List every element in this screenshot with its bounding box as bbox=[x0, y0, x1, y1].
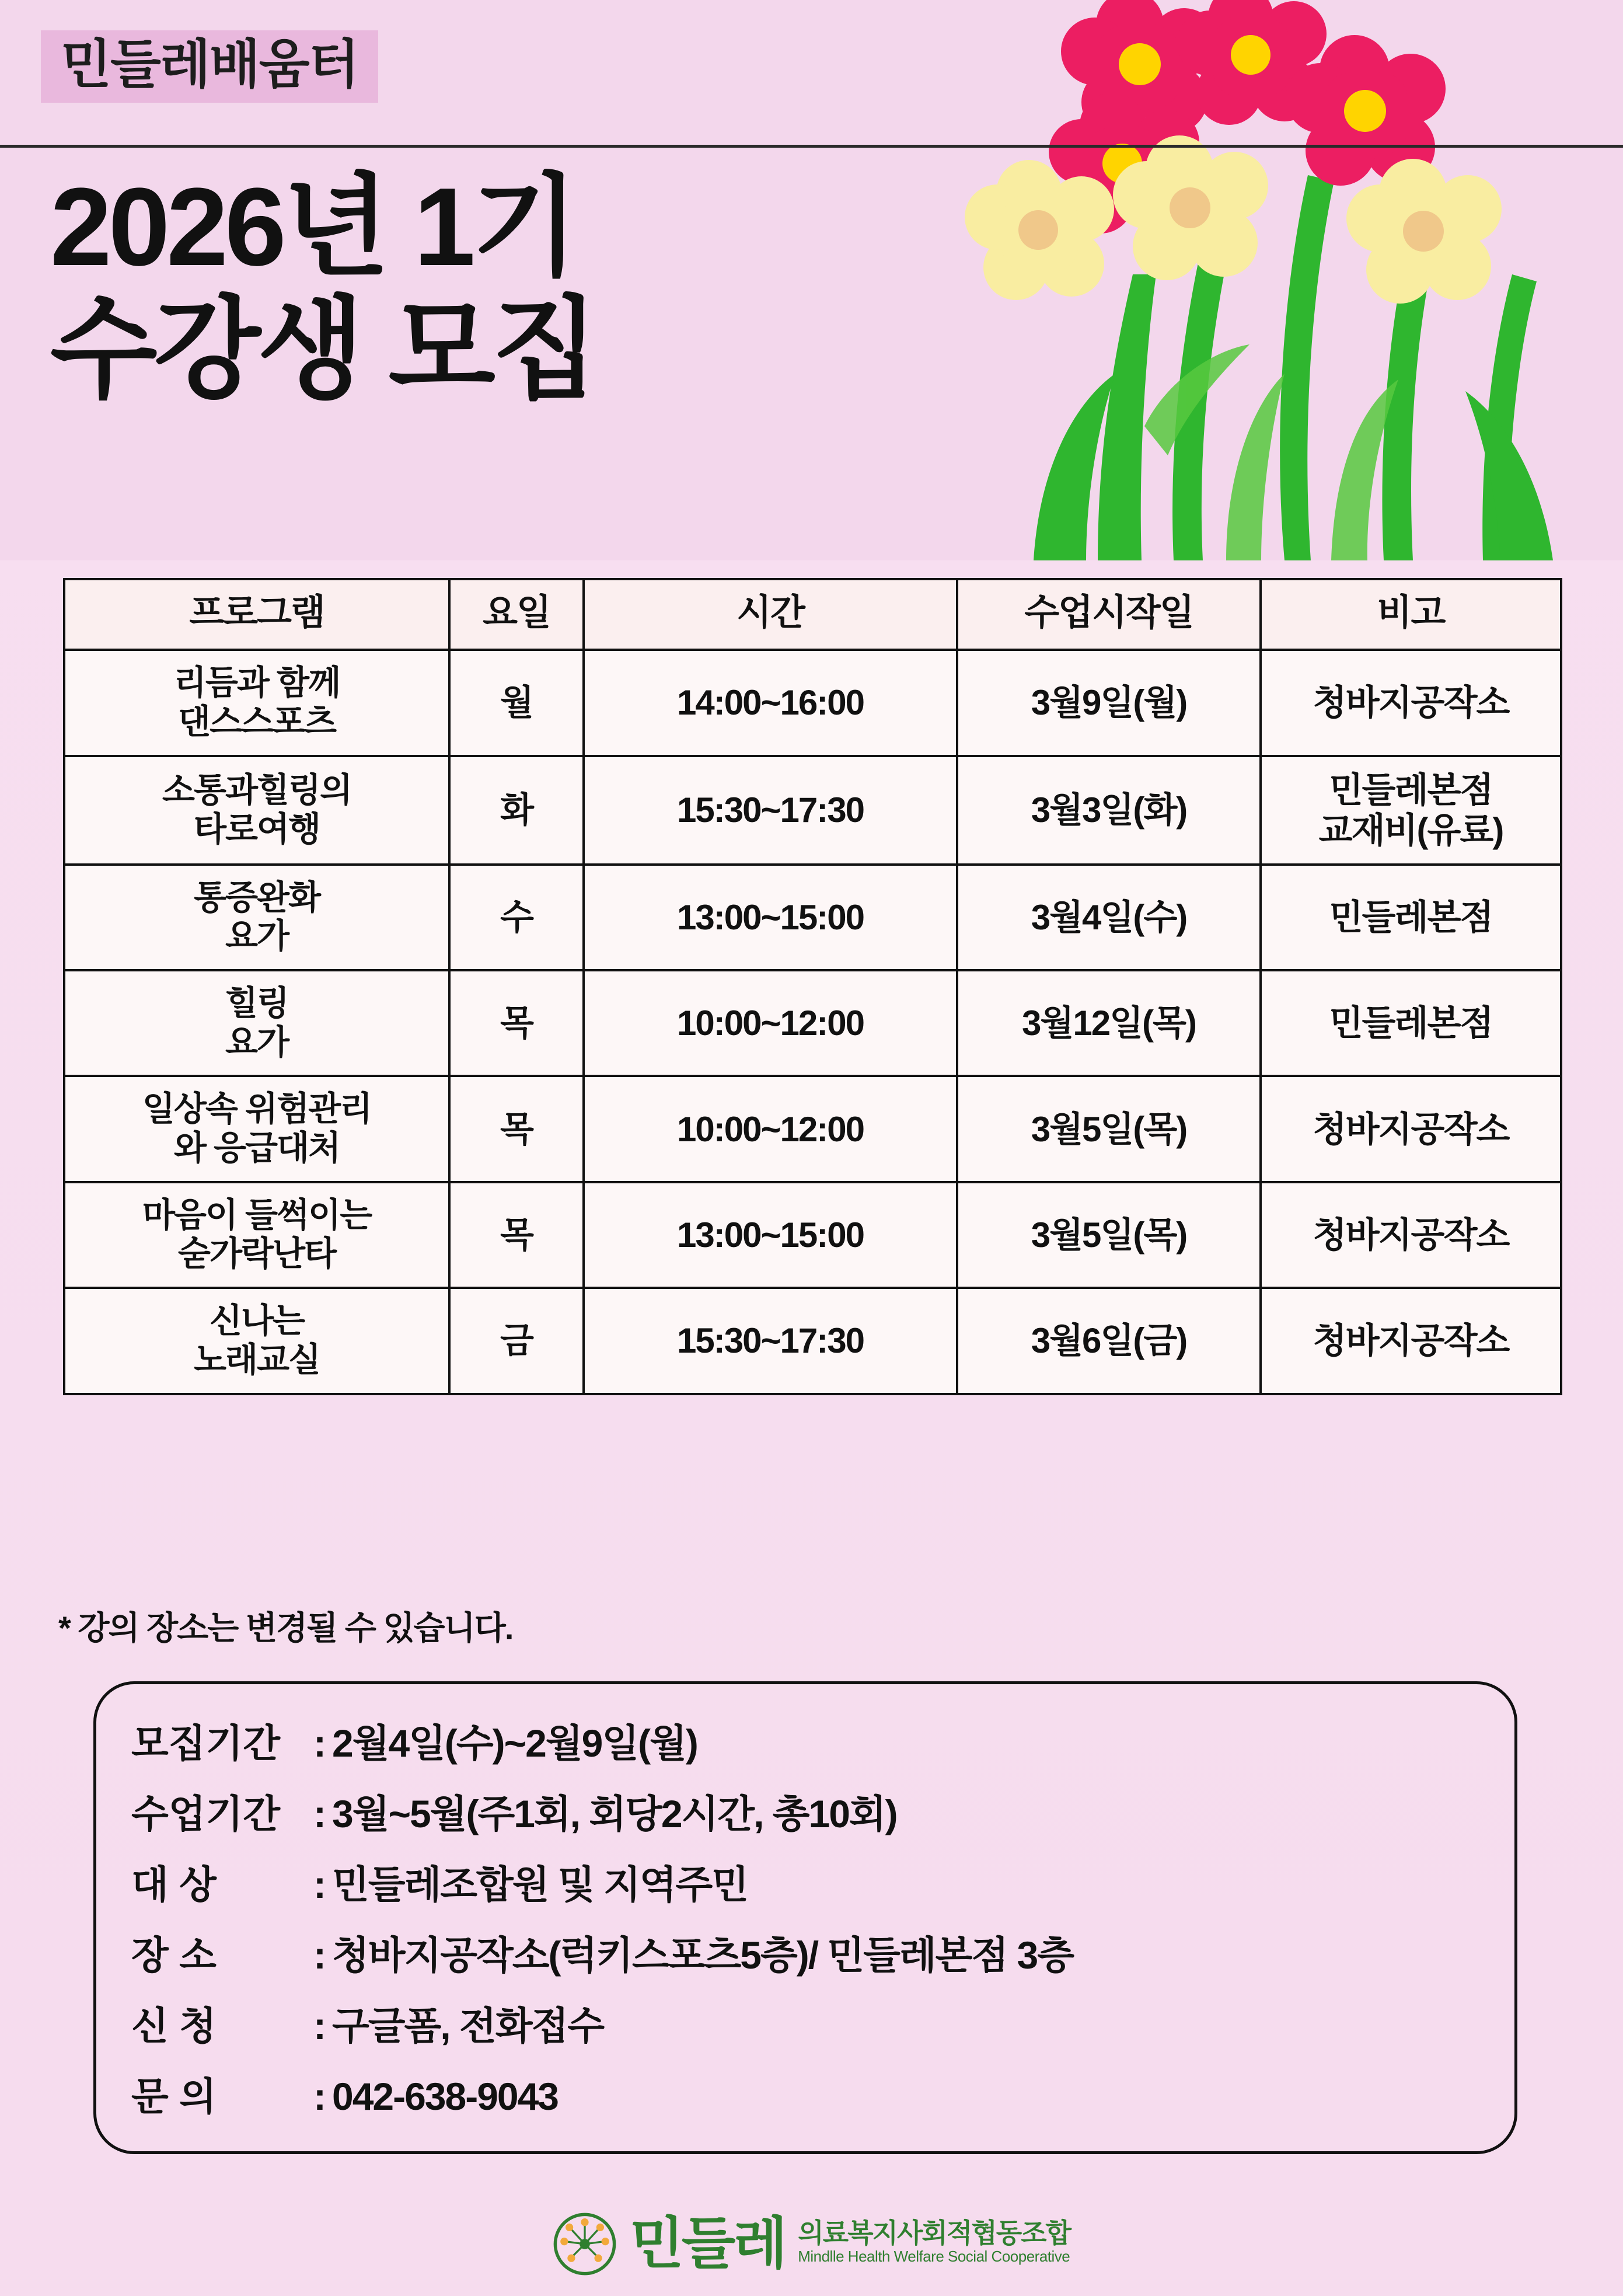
info-value: 3월~5월(주1회, 회당2시간, 총10회) bbox=[332, 1792, 897, 1835]
logo-sub-korean: 의료복지사회적협동조합 bbox=[798, 2218, 1070, 2249]
info-value: 구글폼, 전화접수 bbox=[332, 2004, 603, 2047]
cell-time: 15:30~17:30 bbox=[584, 1288, 957, 1393]
program-table-wrap bbox=[63, 578, 1560, 1395]
title-line-2: 수강생 모집 bbox=[50, 287, 596, 412]
cell-time: 10:00~12:00 bbox=[584, 1076, 957, 1182]
cell-start: 3월9일(월) bbox=[957, 650, 1261, 755]
cell-day: 금 bbox=[449, 1288, 584, 1393]
table-body bbox=[64, 650, 1561, 1393]
info-separator: : bbox=[313, 1792, 325, 1835]
program-table bbox=[63, 578, 1562, 1395]
cell-start: 3월3일(화) bbox=[957, 756, 1261, 865]
cell-program: 통증완화 요가 bbox=[64, 865, 449, 970]
info-row bbox=[131, 1995, 1479, 2050]
cell-start: 3월5일(목) bbox=[957, 1076, 1261, 1182]
info-label: 장 소 bbox=[131, 1933, 217, 1977]
cell-start: 3월4일(수) bbox=[957, 865, 1261, 970]
title-line-1: 2026년 1기 bbox=[50, 165, 576, 289]
table-row bbox=[64, 650, 1561, 755]
cell-program: 힐링 요가 bbox=[64, 970, 449, 1076]
flower-pink-4 bbox=[1049, 93, 1199, 234]
info-row bbox=[131, 1853, 1479, 1909]
flower-pink-2 bbox=[1177, 0, 1327, 125]
logo-sub-wrap bbox=[798, 2218, 1070, 2269]
info-value: 2월4일(수)~2월9일(월) bbox=[332, 1722, 697, 1765]
flower-pink-3 bbox=[1286, 35, 1446, 186]
page-title bbox=[50, 165, 596, 412]
table-row bbox=[64, 970, 1561, 1076]
cell-note: 청바지공작소 bbox=[1261, 1076, 1561, 1182]
cell-day: 월 bbox=[449, 650, 584, 755]
cell-program: 신나는 노래교실 bbox=[64, 1288, 449, 1393]
table-row bbox=[64, 1182, 1561, 1288]
logo-main-text: 민들레 bbox=[629, 2213, 786, 2275]
cell-program: 리듬과 함께 댄스스포츠 bbox=[64, 650, 449, 755]
info-label: 신 청 bbox=[131, 2004, 217, 2047]
cell-note: 청바지공작소 bbox=[1261, 1288, 1561, 1393]
info-separator: : bbox=[313, 1863, 325, 1906]
col-start: 수업시작일 bbox=[957, 579, 1261, 650]
info-separator: : bbox=[313, 2004, 325, 2047]
cell-program: 마음이 들썩이는 숟가락난타 bbox=[64, 1182, 449, 1288]
cell-time: 10:00~12:00 bbox=[584, 970, 957, 1076]
flower-yellow-3 bbox=[1346, 159, 1502, 304]
info-value: 민들레조합원 및 지역주민 bbox=[332, 1863, 748, 1906]
cell-day: 목 bbox=[449, 1182, 584, 1288]
info-label: 모집기간 bbox=[131, 1722, 281, 1765]
info-label: 수업기간 bbox=[131, 1792, 281, 1835]
cell-time: 13:00~15:00 bbox=[584, 1182, 957, 1288]
cell-note: 청바지공작소 bbox=[1261, 650, 1561, 755]
info-separator: : bbox=[313, 1722, 325, 1765]
info-separator: : bbox=[313, 1933, 325, 1977]
cell-time: 15:30~17:30 bbox=[584, 756, 957, 865]
cell-time: 14:00~16:00 bbox=[584, 650, 957, 755]
info-value: 청바지공작소(럭키스포츠5층)/ 민들레본점 3층 bbox=[332, 1933, 1073, 1977]
cell-day: 목 bbox=[449, 970, 584, 1076]
table-head bbox=[64, 579, 1561, 650]
cell-note: 민들레본점 교재비(유료) bbox=[1261, 756, 1561, 865]
info-label: 대 상 bbox=[131, 1863, 217, 1906]
table-row bbox=[64, 1076, 1561, 1182]
flower-pink-1 bbox=[1061, 0, 1218, 136]
table-header-row bbox=[64, 579, 1561, 650]
info-value: 042-638-9043 bbox=[332, 2075, 559, 2118]
info-row bbox=[131, 1712, 1479, 1768]
header-divider bbox=[0, 145, 1623, 148]
dandelion-icon bbox=[553, 2212, 617, 2276]
col-time: 시간 bbox=[584, 579, 957, 650]
table-footnote: * 강의 장소는 변경될 수 있습니다. bbox=[58, 1609, 513, 1646]
cell-note: 민들레본점 bbox=[1261, 865, 1561, 970]
col-program: 프로그램 bbox=[64, 579, 449, 650]
cell-program: 일상속 위험관리 와 응급대처 bbox=[64, 1076, 449, 1182]
info-row bbox=[131, 2065, 1479, 2121]
footer-logo bbox=[0, 2212, 1623, 2276]
cell-note: 민들레본점 bbox=[1261, 970, 1561, 1076]
cell-day: 수 bbox=[449, 865, 584, 970]
table-row bbox=[64, 865, 1561, 970]
flower-yellow-1 bbox=[965, 160, 1114, 300]
info-separator: : bbox=[313, 2075, 325, 2118]
info-row bbox=[131, 1924, 1479, 1980]
cell-note: 청바지공작소 bbox=[1261, 1182, 1561, 1288]
col-day: 요일 bbox=[449, 579, 584, 650]
cell-start: 3월6일(금) bbox=[957, 1288, 1261, 1393]
flower-decoration bbox=[923, 0, 1623, 560]
info-box bbox=[93, 1681, 1517, 2154]
cell-program: 소통과힐링의 타로여행 bbox=[64, 756, 449, 865]
cell-start: 3월12일(목) bbox=[957, 970, 1261, 1076]
table-row bbox=[64, 756, 1561, 865]
cell-day: 화 bbox=[449, 756, 584, 865]
brand-tag: 민들레배움터 bbox=[41, 30, 378, 103]
poster-header bbox=[0, 0, 1623, 560]
info-label: 문 의 bbox=[131, 2075, 217, 2118]
info-row bbox=[131, 1783, 1479, 1838]
flower-yellow-2 bbox=[1113, 135, 1268, 280]
table-row bbox=[64, 1288, 1561, 1393]
cell-time: 13:00~15:00 bbox=[584, 865, 957, 970]
logo-sub-english: Mindlle Health Welfare Social Cooperative bbox=[798, 2248, 1070, 2265]
cell-start: 3월5일(목) bbox=[957, 1182, 1261, 1288]
cell-day: 목 bbox=[449, 1076, 584, 1182]
col-note: 비고 bbox=[1261, 579, 1561, 650]
